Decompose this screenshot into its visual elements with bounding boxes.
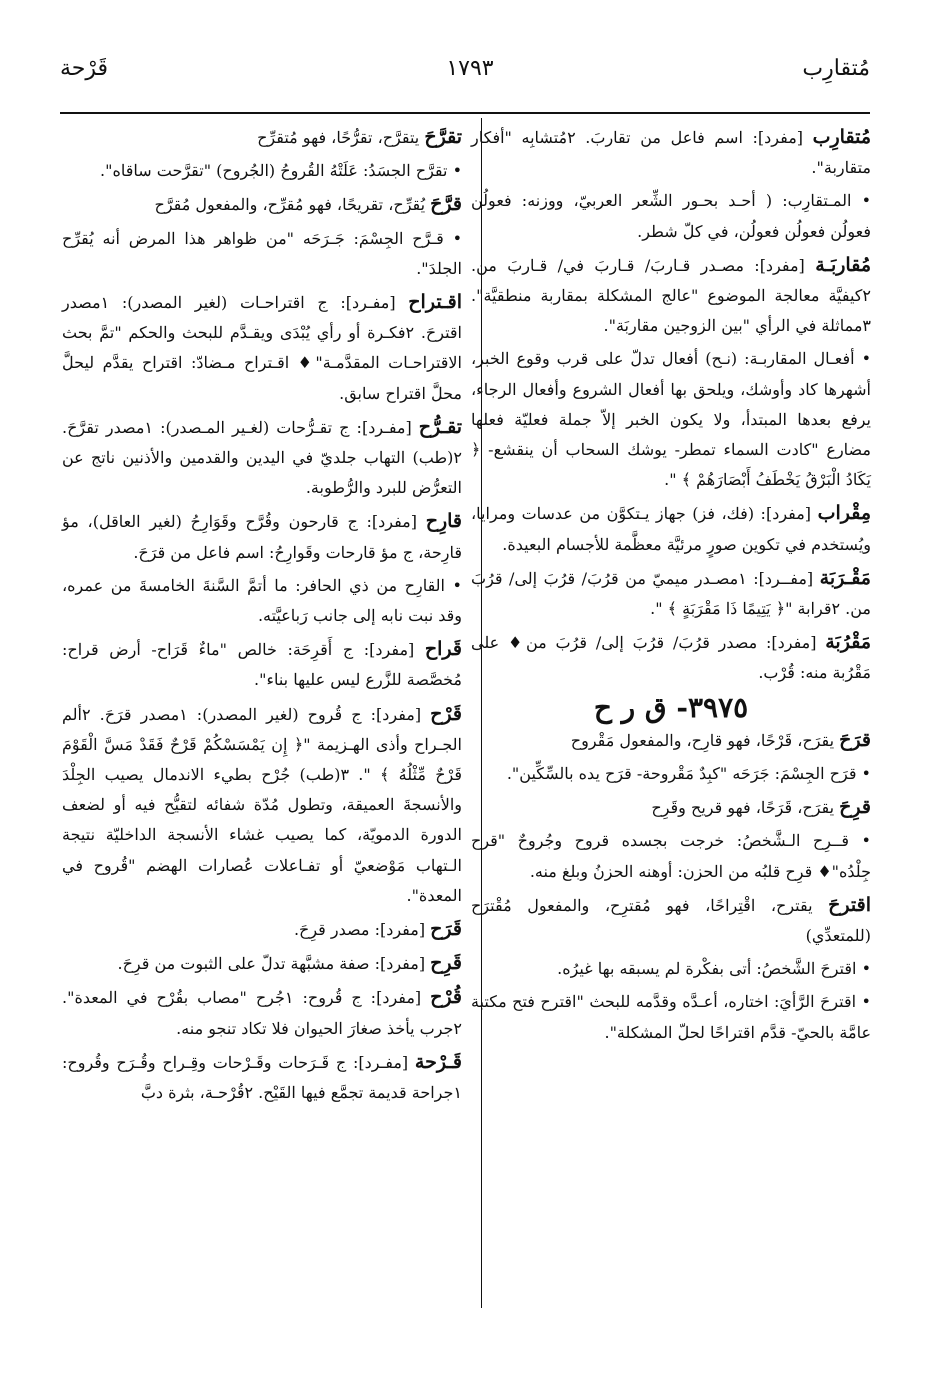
- entry-headword: مَقْرُبَة: [825, 631, 871, 654]
- header-first-word: مُتقارِب: [802, 56, 870, 81]
- entry-definition: يُقرِّح، تقريحًا، فهو مُقرِّح، والمفعول مُقرَّح: [154, 195, 431, 215]
- dictionary-entry: [62, 948, 462, 979]
- entry-headword: قارِح: [425, 510, 462, 533]
- dictionary-entry: [62, 634, 462, 695]
- dictionary-entry: [62, 224, 462, 284]
- entry-headword: قَـرْحة: [414, 1050, 462, 1073]
- entry-definition: • اقترحَ الشَّخصُ: أتى بفكْرة لم يسبقه بها غيرُه.: [557, 959, 871, 979]
- entry-definition: • قــرِح الـشَّخصُ: خرجت بجسده قروح وجُروحٌ "قرح جِلْدُه"♦ قرِح قلبُه من الحزن: أوهنه الحزنُ وبلغ منه.: [471, 831, 871, 881]
- dictionary-entry: [62, 1047, 462, 1108]
- entry-headword: اقـتراح: [408, 291, 462, 314]
- right-column: [471, 122, 871, 1051]
- entry-definition: يقرَح، قَرْحًا، فهو قارِح، والمفعول مَقْروح: [570, 730, 840, 750]
- entry-headword: تقرَّحَ: [424, 126, 462, 148]
- dictionary-entry: [471, 344, 871, 495]
- entry-definition: [مفرد]: مصدر قرُبَ/ قرُبَ إلى/ قرُبَ من♦ على مَقْرُبة منه: قُرْب.: [471, 633, 871, 683]
- entry-definition: [مفرد]: ج قارحون وقُرَّح وقَوَارِحُ (لغير العاقل)، مؤ قارِحة، ج مؤ قارحات وقَوارِحُ: اسم فاعل من قرَحَ.: [62, 512, 462, 562]
- entry-definition: [مفرد]: مصدر قرِحَ.: [293, 920, 431, 940]
- header-last-word: قَرْحة: [60, 56, 109, 81]
- entry-definition: [مفــرد]: ١مصـدر ميميّ من قرُبَ/ قرُبَ إلى/ قرُبَ من. ٢قرابة "﴿ يَتِيمًا ذَا مَقْرَبَةٍ ﴾ ".: [471, 568, 871, 619]
- dictionary-entry: [62, 982, 462, 1043]
- entry-headword: قُرْح: [430, 986, 462, 1009]
- dictionary-entry: [62, 189, 462, 220]
- entry-definition: [مفـرد]: ج قَـرَحات وقَـرْحات وقِـراح وقُـرَح وقُروح: ١جراحة قديمة تجمَّع فيها القَيْح. ٢قُرْحـة، بثرة دبَّ: [62, 1052, 462, 1103]
- entry-headword: مُتقارِب: [812, 126, 871, 148]
- entry-definition: • تقرَّح الجسَدُ: عَلَتْهُ القُروحُ (الجُروح) "تقرَّحت ساقاه".: [100, 161, 462, 181]
- entry-definition: • المـتقارِب: ( أحـد بحـور الشِّعر العربيّ، ووزنه: فعولُن فعولُن فعولُن فعولُن، في كلّ شطر.: [471, 191, 871, 241]
- entry-headword: قَرِح: [430, 952, 462, 975]
- dictionary-entry: [62, 156, 462, 186]
- dictionary-entry: [471, 792, 871, 823]
- page-header: [60, 56, 870, 96]
- entry-definition: [مفرد]: مصـدر قـاربَ/ قـاربَ في/ قـاربَ من. ٢كيفيَّة معالجة الموضوع "عالج المشكلة بمقاربة منطقيَّة". ٣مماثلة في الرأي "بين الزوجين مقاربَة".: [471, 255, 871, 336]
- entry-definition: يقرَح، قَرَحًا، فهو قريح وقَرِح: [651, 798, 840, 818]
- dictionary-entry: [62, 412, 462, 504]
- entry-definition: [مفـرد]: ج اقتراحـات (لغير المصدر): ١مصدر اقترحَ. ٢فكـرة أو رأي يُبْدَى ويقـدَّم للبحث والحكم "تمَّ بحث الاقتراحـات المقدَّمـة"♦ اقـتراح مـضادّ: اقتراح يقدَّم ليحلَّ محلَّ اقتراح سابق.: [62, 293, 462, 403]
- entry-definition: • قـرَّح الجِسْمَ: جَـرَحَه "من ظواهر هذا المرض أنه يُقرِّح الجلدَ".: [62, 228, 462, 278]
- entry-definition: • القارِح من ذي الحافر: ما أتمَّ السَّنةَ الخامسةَ من عمره، وقد نبت نابه إلى جانب رَباعيَّته.: [62, 575, 462, 626]
- entry-definition: • قرَح الجِسْمَ: جَرَحَه "كبِدٌ مَقْروحة- قرَح يده بالسِّكِّين".: [506, 764, 871, 784]
- entry-headword: مَقْـرَبَة: [819, 566, 871, 589]
- dictionary-entry: [471, 987, 871, 1047]
- dictionary-entry: [62, 287, 462, 409]
- dictionary-entry: [62, 914, 462, 945]
- entry-headword: قَراح: [424, 638, 462, 661]
- page-number: ١٧٩٣: [446, 56, 494, 81]
- entry-definition: • أفعـال المقاربـة: (نـح) أفعال تدلّ على قرب وقوع الخبر، أشهرها كاد وأوشك، ويلحق بها أفعال الشروع وأفعال الرجاء، يرفع بعدها المبتدأ، ولا يكون الخبر إلاّ جملة فعليّة فعلها مضارع "كادت السماء تمطر- يوشك السحاب أن ينقشع- ﴿ يَكَادُ الْبَرْقُ يَخْطَفُ أَبْصَارَهُمْ ﴾ ".: [471, 349, 871, 490]
- dictionary-entry: [471, 890, 871, 951]
- entry-definition: [مفرد]: ج قُروح: ١جُرح "مصاب بقُرْح في المعدة". ٢جرب يأخذ صغارَ الحيوان فلا تكاد تنجو منه.: [62, 988, 462, 1038]
- header-rule: [60, 112, 870, 114]
- dictionary-entry: [62, 122, 462, 153]
- dictionary-entry: [471, 759, 871, 789]
- entry-definition: [مفـرد]: ج تقـرُّحات (لغـير المـصدر): ١مصدر تقرَّحَ. ٢(طب) التهاب جلديّ في اليدين والقدمين والأذنين ناتج عن التعرُّض للبرد والرُّطوبة.: [62, 417, 462, 498]
- dictionary-entry: [471, 627, 871, 688]
- entry-definition: يتقرَّح، تقرُّحًا، فهو مُتقرِّح: [257, 128, 425, 147]
- entry-definition: [مفرد]: صفة مشبَّهة تدلّ على الثبوت من قرِحَ.: [117, 954, 431, 974]
- dictionary-entry: [62, 506, 462, 567]
- dictionary-entry: [471, 826, 871, 886]
- entry-definition: [مفرد]: ج قُروح (لغير المصدر): ١مصدر قرَحَ. ٢ألم الجـراح وأذى الهـزيمة "﴿ إِن يَمْسَسْكُمْ قَرْحٌ فَقَدْ مَسَّ الْقَوْمَ قَرْحٌ مِّثْلُهُ ﴾ ". ٣(طب) جُرْح بطيء الاندمال يصيب الجِلْدَ والأنسجةَ العميقة، وتطول مُدّة شفائه لتقيُّح فيه أو لضعف الدورة الدمويّة، كما يصيب غشاء الأنسجة الداخليّة نتيجة الـتهاب مَوْضعيّ أو تفـاعلات عُصارات الهضم "قُروح في المعدة".: [62, 704, 463, 905]
- dictionary-entry: [471, 563, 871, 624]
- entry-headword: قرِحَ: [839, 796, 871, 819]
- entry-headword: قَرْح: [430, 702, 463, 725]
- entry-definition: يقترح، اقْتِراحًا، فهو مُقترِح، والمفعول مُقْترَح (للمتعدِّي): [471, 895, 871, 946]
- entry-headword: تقـرُّح: [418, 415, 463, 438]
- entry-headword: قرَّحَ: [430, 193, 462, 216]
- root-heading: ٣٩٧٥- ق ر ح: [593, 690, 749, 724]
- entry-definition: [مفرد]: اسم فاعل من تقاربَ. ٢مُتشابِه "أفكار متقاربة".: [471, 128, 871, 178]
- entry-definition: [مفرد]: ج أَقرِحَة: خالص "ماءٌ قَرَاح- أرض قراح: مُخصَّصة للزَّرع ليس عليها بناء".: [62, 640, 462, 690]
- entry-headword: اقترحَ: [828, 893, 871, 916]
- dictionary-entry: [62, 699, 462, 911]
- dictionary-entry: [471, 954, 871, 984]
- entry-headword: مِقْراب: [817, 502, 871, 525]
- entry-headword: قَرَح: [430, 918, 462, 941]
- entry-definition: • اقترحَ الرَّأيَ: اختاره، أعـدَّه وقدَّمه للبحث "اقترح فتح مكتبة عامَّة بالحيّ- قدَّم اقتراحًا لحلّ المشكلة".: [471, 992, 871, 1042]
- dictionary-entry: [471, 186, 871, 246]
- left-column: [62, 122, 462, 1111]
- dictionary-entry: [471, 250, 871, 342]
- entry-headword: مُقاربَـة: [815, 253, 871, 276]
- entry-definition: [مفرد]: (فك، فز) جهاز يـتكوَّن من عدسات ومرايا، ويُستخدم في تكوين صورٍ مرئيَّة معظَّمة للأجسام البعيدة.: [471, 504, 871, 554]
- dictionary-entry: [471, 498, 871, 559]
- dictionary-entry: [471, 122, 871, 183]
- dictionary-entry: [471, 725, 871, 756]
- entry-headword: قرَحَ: [839, 728, 871, 751]
- dictionary-entry: [62, 571, 462, 631]
